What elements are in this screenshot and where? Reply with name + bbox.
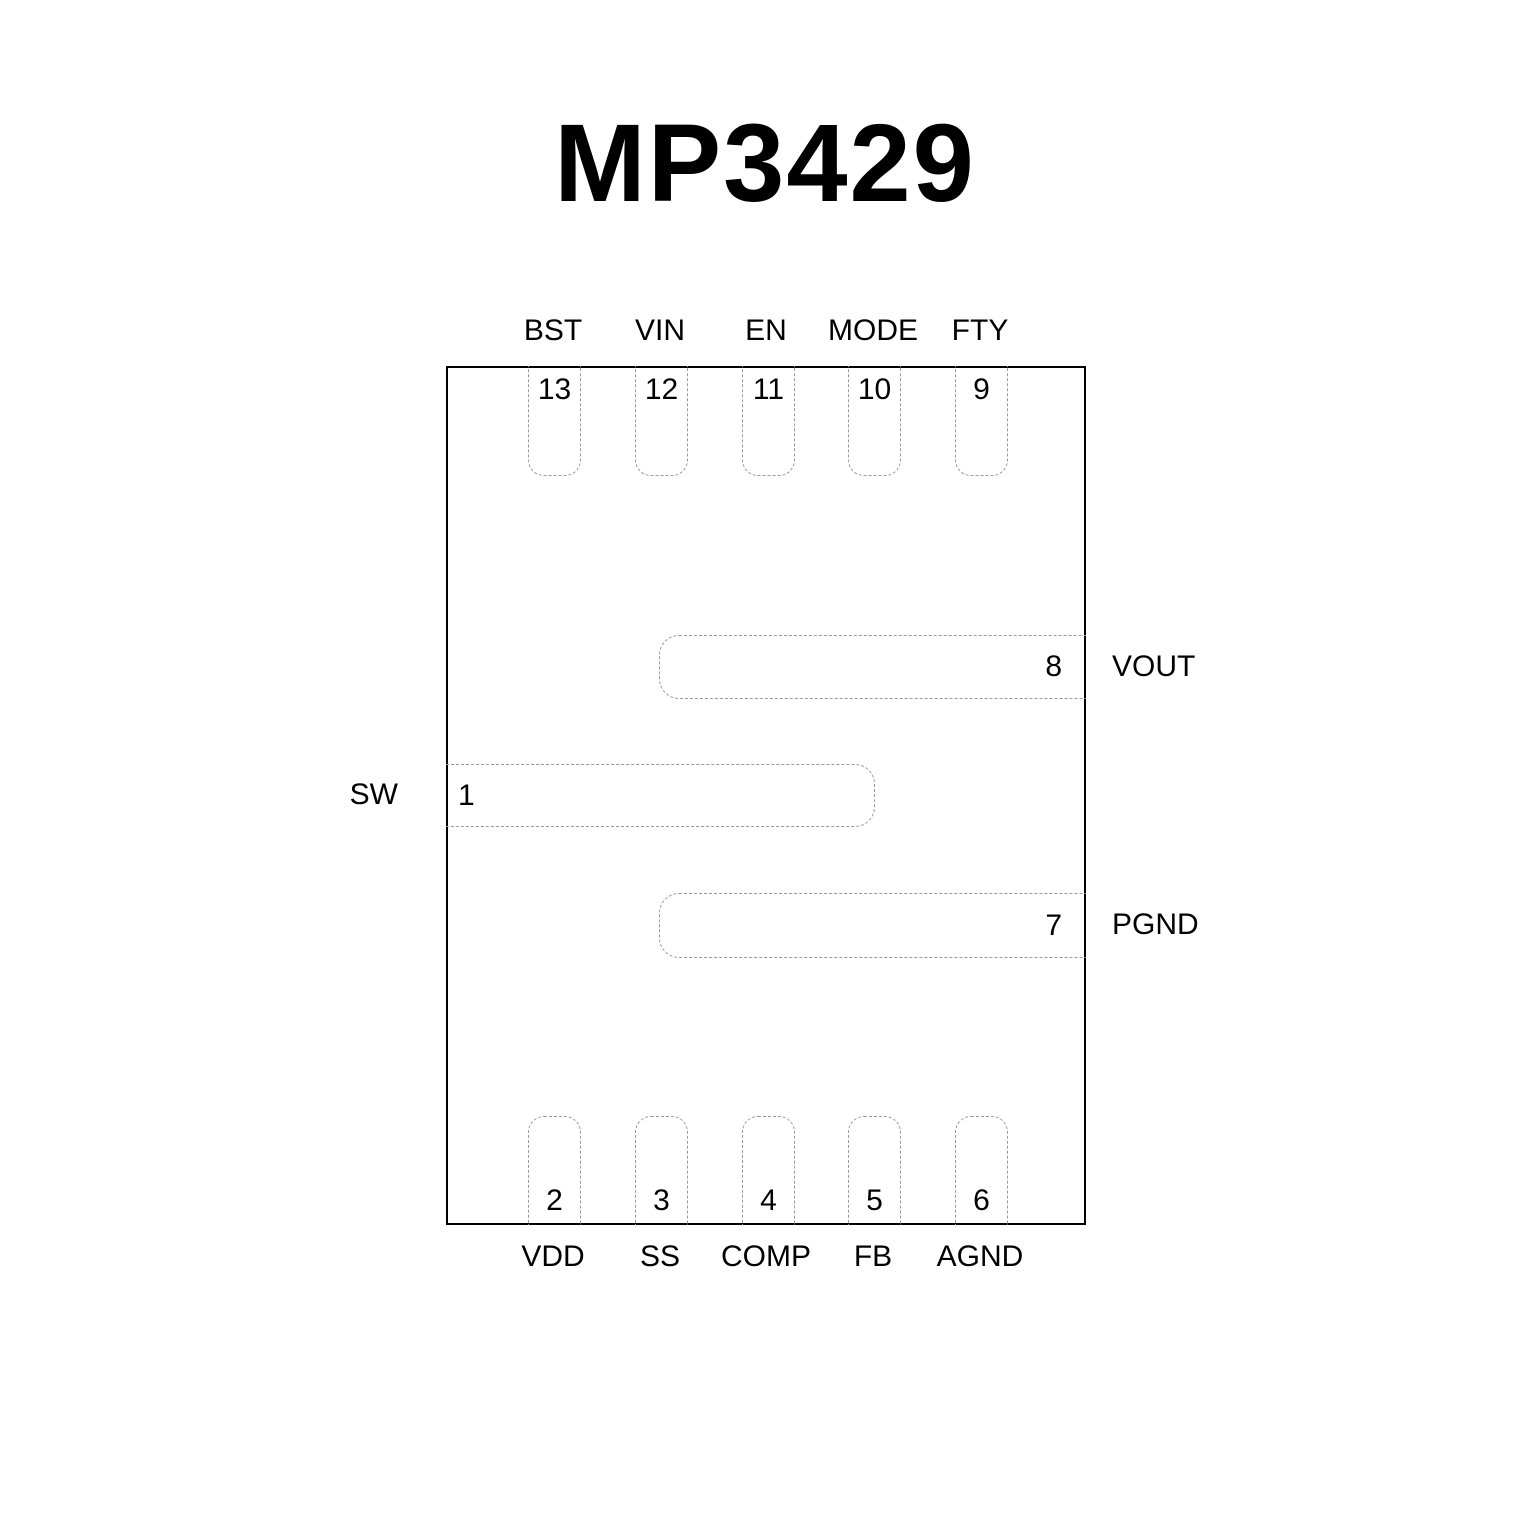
pin-8-pad bbox=[659, 635, 1086, 699]
pin-7-name-label: PGND bbox=[1112, 908, 1199, 941]
pin-9-name-label: FTY bbox=[951, 314, 1009, 347]
pin-11-number: 11 bbox=[752, 373, 785, 406]
pin-2-number: 2 bbox=[546, 1184, 563, 1217]
pin-1-pad bbox=[446, 764, 875, 827]
pin-6-number: 6 bbox=[973, 1184, 990, 1217]
pin-8-number: 8 bbox=[1045, 650, 1062, 683]
pin-2-name-label: VDD bbox=[521, 1240, 585, 1273]
pin-9-number: 9 bbox=[973, 373, 990, 406]
pin-10-name-label: MODE bbox=[828, 314, 918, 347]
pin-11-name-label: EN bbox=[745, 314, 787, 347]
pin-13-number: 13 bbox=[537, 373, 572, 406]
pin-6-name-label: AGND bbox=[936, 1240, 1024, 1273]
pin-13-name-label: BST bbox=[523, 314, 583, 347]
pin-9-pad bbox=[955, 366, 1008, 476]
pin-5-number: 5 bbox=[866, 1184, 883, 1217]
pin-1-number: 1 bbox=[458, 778, 475, 812]
pin-12-number: 12 bbox=[644, 373, 679, 406]
pin-5-pad bbox=[848, 1116, 901, 1225]
chip-title: MP3429 bbox=[554, 102, 976, 225]
pin-11-pad bbox=[742, 366, 795, 476]
pin-10-number: 10 bbox=[857, 373, 892, 406]
pin-12-name-label: VIN bbox=[634, 314, 686, 347]
pin-3-number: 3 bbox=[653, 1184, 670, 1217]
pin-4-pad bbox=[742, 1116, 795, 1225]
package-outline bbox=[446, 366, 1086, 1225]
pin-7-number: 7 bbox=[1045, 908, 1062, 942]
pin-2-pad bbox=[528, 1116, 581, 1225]
pin-7-pad bbox=[659, 893, 1086, 958]
pin-8-name-label: VOUT bbox=[1112, 650, 1196, 683]
pin-13-pad bbox=[528, 366, 581, 476]
pin-4-name-label: COMP bbox=[721, 1240, 811, 1273]
pin-3-name-label: SS bbox=[639, 1240, 681, 1273]
pin-3-pad bbox=[635, 1116, 688, 1225]
pin-12-pad bbox=[635, 366, 688, 476]
pin-6-pad bbox=[955, 1116, 1008, 1225]
pin-5-name-label: FB bbox=[853, 1240, 893, 1273]
pin-4-number: 4 bbox=[760, 1184, 777, 1217]
pin-10-pad bbox=[848, 366, 901, 476]
pin-1-name-label: SW bbox=[349, 778, 398, 811]
